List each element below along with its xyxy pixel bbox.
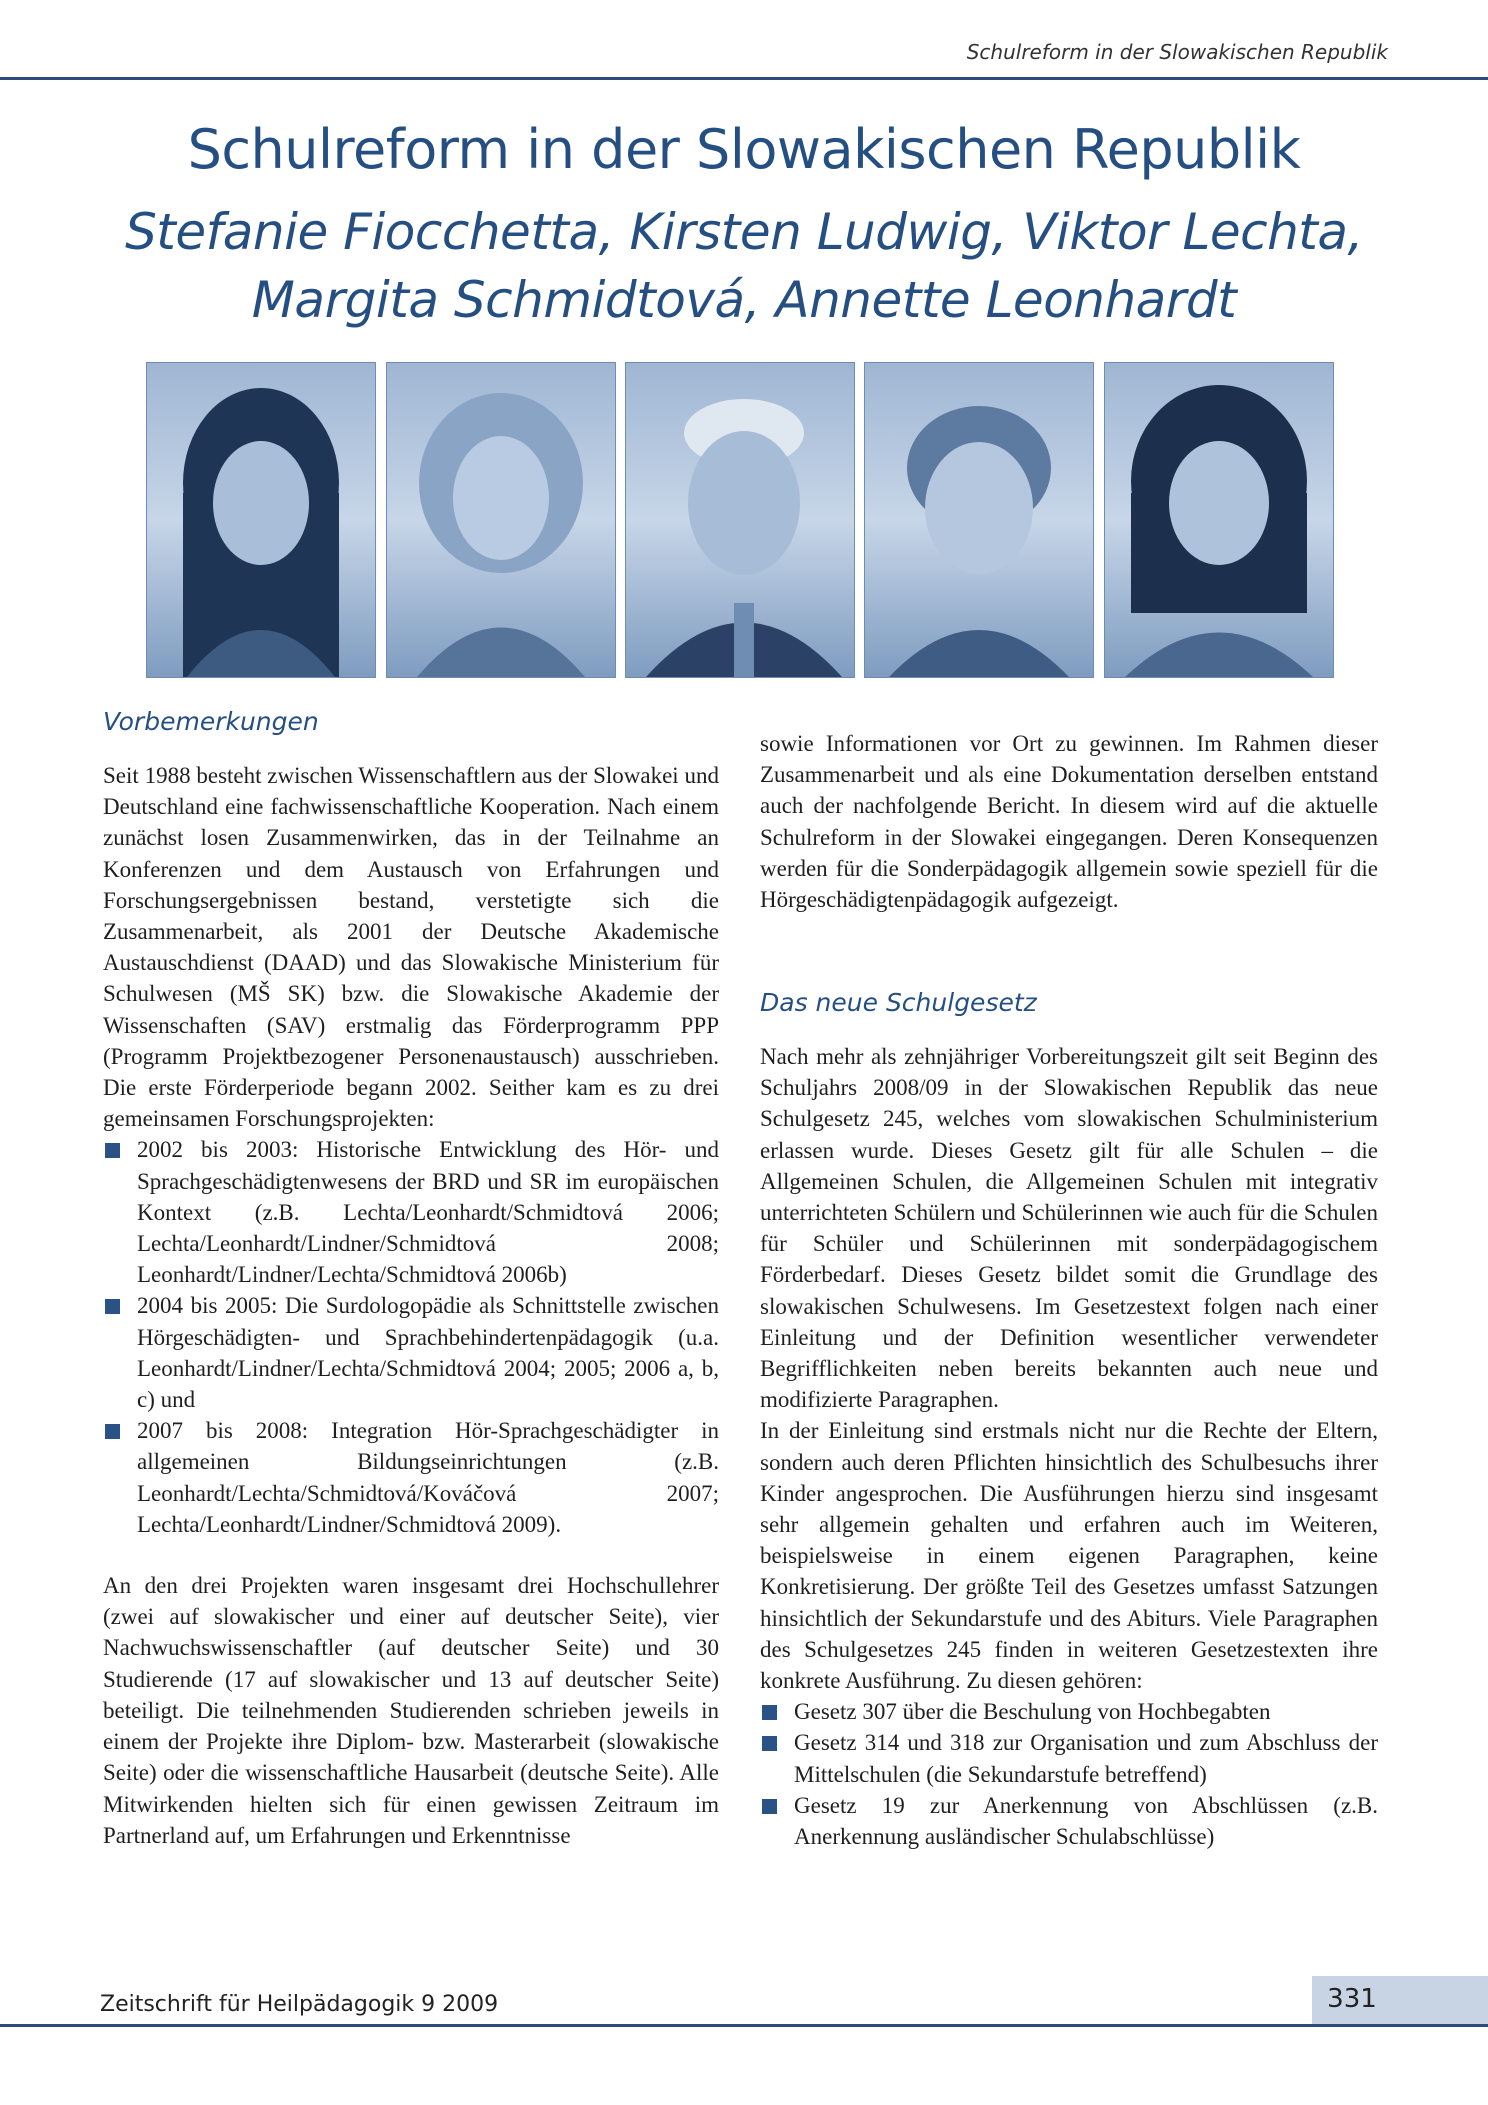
law-list — [760, 1696, 1378, 1852]
section-heading-vorbemerkungen: Vorbemerkungen — [103, 707, 319, 736]
portrait-icon — [865, 363, 1093, 677]
authors-line-2: Margita Schmidtová, Annette Leonhardt — [251, 271, 1237, 329]
author-photo-2 — [386, 362, 616, 678]
list-item: Gesetz 19 zur Anerkennung von Abschlüssen (z.B. Anerkennung ausländischer Schulabschlüsse) — [760, 1790, 1378, 1852]
list-item: Gesetz 307 über die Beschulung von Hochbegabten — [760, 1696, 1378, 1727]
section-heading-schulgesetz: Das neue Schulgesetz — [760, 988, 1037, 1017]
right-column — [760, 1041, 1378, 1852]
author-photo-3 — [625, 362, 855, 678]
portrait-icon — [147, 363, 375, 677]
page-number: 331 — [1327, 1984, 1377, 2014]
paragraph: An den drei Projekten waren insgesamt drei Hochschullehrer (zwei auf slowakischer und einer auf deutscher Seite), vier Nachwuchswissenschaftler (auf deutscher Seite) und 30 Studierende (17 auf slowakischer und 13 auf deutscher Seite) beteiligt. Die teilnehmenden Studierenden schrieben jeweils in einem der Projekte ihre Diplom- bzw. Masterarbeit (slowakische Seite) oder die wissenschaftliche Hausarbeit (deutsche Seite). Alle Mitwirkenden hielten sich für einen gewissen Zeitraum im Partnerland auf, um Erfahrungen und Erkenntnisse — [103, 1573, 719, 1848]
author-photos — [146, 362, 1332, 676]
right-column-top — [760, 728, 1378, 915]
list-item: Gesetz 314 und 318 zur Organisation und zum Abschluss der Mittelschulen (die Sekundarstufe betreffend) — [760, 1727, 1378, 1789]
authors-line-1: Stefanie Fiocchetta, Kirsten Ludwig, Viktor Lechta, — [125, 203, 1363, 261]
list-item: 2007 bis 2008: Integration Hör-Sprachgeschädigter in allgemeinen Bildungseinrichtungen (z.B. Leonhardt/Lechta/Schmidtová/Kováčová 2007; Lechta/Leonhardt/Lindner/Schmidtová 2009). — [103, 1415, 719, 1540]
left-column — [103, 760, 719, 1851]
header-rule — [0, 77, 1488, 80]
author-photo-5 — [1104, 362, 1334, 678]
author-photo-1 — [146, 362, 376, 678]
paragraph: In der Einleitung sind erstmals nicht nur die Rechte der Eltern, sondern auch deren Pflichten hinsichtlich des Schulbesuchs ihrer Kinder angesprochen. Die Ausführungen hierzu sind insgesamt sehr allgemein gehalten und erfahren auch im Weiteren, beispielsweise in einem eigenen Paragraphen, keine Konkretisierung. Der größte Teil des Gesetzes umfasst Satzungen hinsichtlich der Sekundarstufe und des Abiturs. Viele Paragraphen des Schulgesetzes 245 finden in weiteren Gesetzestexten ihre konkrete Ausführung. Zu diesen gehören: — [760, 1418, 1378, 1694]
list-item: 2002 bis 2003: Historische Entwicklung des Hör- und Sprachgeschädigtenwesens der BRD und SR im europäischen Kontext (z.B. Lechta/Leonhardt/Schmidtová 2006; Lechta/Leonhardt/Lindner/Schmidtová 2008; Leonhardt/Lindner/Lechta/Schmidtová 2006b) — [103, 1134, 719, 1290]
paragraph: Seit 1988 besteht zwischen Wissenschaftlern aus der Slowakei und Deutschland eine fachwissenschaftliche Kooperation. Nach einem zunächst losen Zusammenwirken, das in der Teilnahme an Konferenzen und dem Austausch von Erfahrungen und Forschungsergebnissen bestand, verstetigte sich die Zusammenarbeit, als 2001 der Deutsche Akademische Austauschdienst (DAAD) und das Slowakische Ministerium für Schulwesen (MŠ SK) bzw. die Slowakische Akademie der Wissenschaften (SAV) erstmalig das Förderprogramm PPP (Programm Projektbezogener Personenaustausch) ausschrieben. Die erste Förderperiode begann 2002. Seither kam es zu drei gemeinsamen Forschungsprojekten: — [103, 763, 719, 1132]
authors — [100, 198, 1388, 334]
paragraph: sowie Informationen vor Ort zu gewinnen. Im Rahmen dieser Zusammenarbeit und als eine Dokumentation derselben entstand auch der nachfolgende Bericht. In diesem wird auf die aktuelle Schulreform in der Slowakei eingegangen. Deren Konsequenzen werden für die Sonderpädagogik allgemein sowie speziell für die Hörgeschädigtenpädagogik aufgezeigt. — [760, 731, 1378, 913]
article-title: Schulreform in der Slowakischen Republik — [187, 118, 1301, 181]
journal-citation: Zeitschrift für Heilpädagogik 9 2009 — [100, 1992, 499, 2017]
paragraph: Nach mehr als zehnjähriger Vorbereitungszeit gilt seit Beginn des Schuljahrs 2008/09 in der Slowakischen Republik das neue Schulgesetz 245, welches vom slowakischen Schulministerium erlassen wurde. Dieses Gesetz gilt für alle Schulen – die Allgemeinen Schulen, die Allgemeinen Schulen mit integrativ unterrichteten Schülern und Schülerinnen wie auch für die Schulen für Schüler und Schülerinnen mit sonderpädagogischem Förderbedarf. Dieses Gesetz bildet somit die Grundlage des slowakischen Schulwesens. Im Gesetzestext folgen nach einer Einleitung und der Definition wesentlicher verwendeter Begrifflichkeiten neben bereits bekannten auch neue und modifizierte Paragraphen. — [760, 1044, 1378, 1413]
project-list — [103, 1134, 719, 1540]
list-item: 2004 bis 2005: Die Surdologopädie als Schnittstelle zwischen Hörgeschädigten- und Sprachbehindertenpädagogik (u.a. Leonhardt/Lindner/Lechta/Schmidtová 2004; 2005; 2006 a, b, c) und — [103, 1290, 719, 1415]
portrait-icon — [626, 363, 854, 677]
footer-rule — [0, 2024, 1488, 2027]
running-head: Schulreform in der Slowakischen Republik — [966, 40, 1388, 64]
portrait-icon — [1105, 363, 1333, 677]
author-photo-4 — [864, 362, 1094, 678]
portrait-icon — [387, 363, 615, 677]
